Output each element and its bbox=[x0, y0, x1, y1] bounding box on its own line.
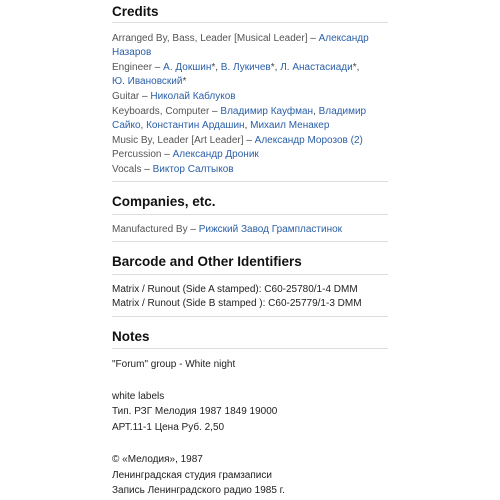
artist-link[interactable]: Владимир Кауфман bbox=[220, 106, 314, 117]
artist-link[interactable]: Александр Морозов (2) bbox=[254, 135, 363, 146]
artist-link[interactable]: Михаил Менакер bbox=[250, 120, 330, 131]
credit-row: Engineer – А. Докшин*, В. Лукичев*, Л. Анастасиади*, bbox=[112, 62, 360, 73]
artist-link[interactable]: Виктор Салтыков bbox=[152, 164, 234, 175]
divider bbox=[112, 22, 388, 23]
credit-row bbox=[112, 45, 388, 60]
identifier-row: Matrix / Runout (Side A stamped): C60-25780/1-4 DMM bbox=[112, 284, 358, 295]
company-role: Manufactured By bbox=[112, 224, 188, 235]
divider bbox=[112, 241, 388, 242]
artist-link[interactable]: Александр Дроник bbox=[172, 149, 259, 160]
note-line: Запись Ленинградского радио 1985 г. bbox=[112, 485, 285, 496]
divider bbox=[112, 181, 388, 182]
company-link[interactable]: Рижский Завод Грампластинок bbox=[198, 224, 343, 235]
artist-link[interactable]: Александр bbox=[318, 33, 369, 44]
note-line: © «Мелодия», 1987 bbox=[112, 454, 203, 465]
credit-row: Arranged By, Bass, Leader [Musical Leader] – Александр bbox=[112, 33, 369, 44]
credit-row: Сайко, Константин Ардашин, Михаил Менакер bbox=[112, 120, 330, 131]
credit-row: Ю. Ивановский* bbox=[112, 76, 187, 87]
credit-row: Keyboards, Computer – Владимир Кауфман, Владимир bbox=[112, 106, 367, 117]
divider bbox=[112, 348, 388, 349]
credit-role: Guitar bbox=[112, 91, 140, 102]
artist-link[interactable]: Николай Каблуков bbox=[150, 91, 236, 102]
artist-link[interactable]: Ю. Ивановский bbox=[112, 76, 183, 87]
divider bbox=[112, 274, 388, 275]
artist-link[interactable]: Сайко bbox=[112, 120, 141, 131]
notes-heading: Notes bbox=[112, 329, 150, 344]
note-line: Тип. РЗГ Мелодия 1987 1849 19000 bbox=[112, 406, 278, 417]
artist-link[interactable]: Владимир bbox=[318, 106, 367, 117]
artist-link[interactable]: А. Докшин bbox=[163, 62, 212, 73]
credit-row: Music By, Leader [Art Leader] – Александр Морозов (2) bbox=[112, 135, 363, 146]
credit-row: Percussion – Александр Дроник bbox=[112, 149, 259, 160]
credit-row: Guitar – Николай Каблуков bbox=[112, 91, 236, 102]
credits-heading: Credits bbox=[112, 4, 159, 19]
credit-role: Engineer bbox=[112, 62, 153, 73]
note-line: white labels bbox=[112, 391, 165, 402]
artist-link[interactable]: Л. Анастасиади bbox=[280, 62, 353, 73]
credit-role: Keyboards, Computer bbox=[112, 106, 210, 117]
note-line: АРТ.11-1 Цена Руб. 2,50 bbox=[112, 422, 225, 433]
company-row: Manufactured By – Рижский Завод Грампластинок bbox=[112, 224, 343, 235]
companies-heading: Companies, etc. bbox=[112, 194, 216, 209]
identifier-row: Matrix / Runout (Side B stamped ): C60-25779/1-3 DMM bbox=[112, 298, 362, 309]
note-line: "Forum" group - White night bbox=[112, 359, 236, 370]
note-line: Ленинградская студия грамзаписи bbox=[112, 470, 272, 481]
credit-role: Percussion bbox=[112, 149, 162, 160]
artist-link[interactable]: Константин Ардашин bbox=[146, 120, 245, 131]
artist-link[interactable]: Назаров bbox=[112, 47, 152, 58]
credit-role: Music By, Leader [Art Leader] bbox=[112, 135, 244, 146]
credit-row: Vocals – Виктор Салтыков bbox=[112, 164, 234, 175]
divider bbox=[112, 214, 388, 215]
artist-link[interactable]: В. Лукичев bbox=[220, 62, 271, 73]
barcode-heading: Barcode and Other Identifiers bbox=[112, 254, 302, 269]
credit-role: Vocals bbox=[112, 164, 142, 175]
divider bbox=[112, 316, 388, 317]
credit-role: Arranged By, Bass, Leader [Musical Leader] bbox=[112, 33, 308, 44]
